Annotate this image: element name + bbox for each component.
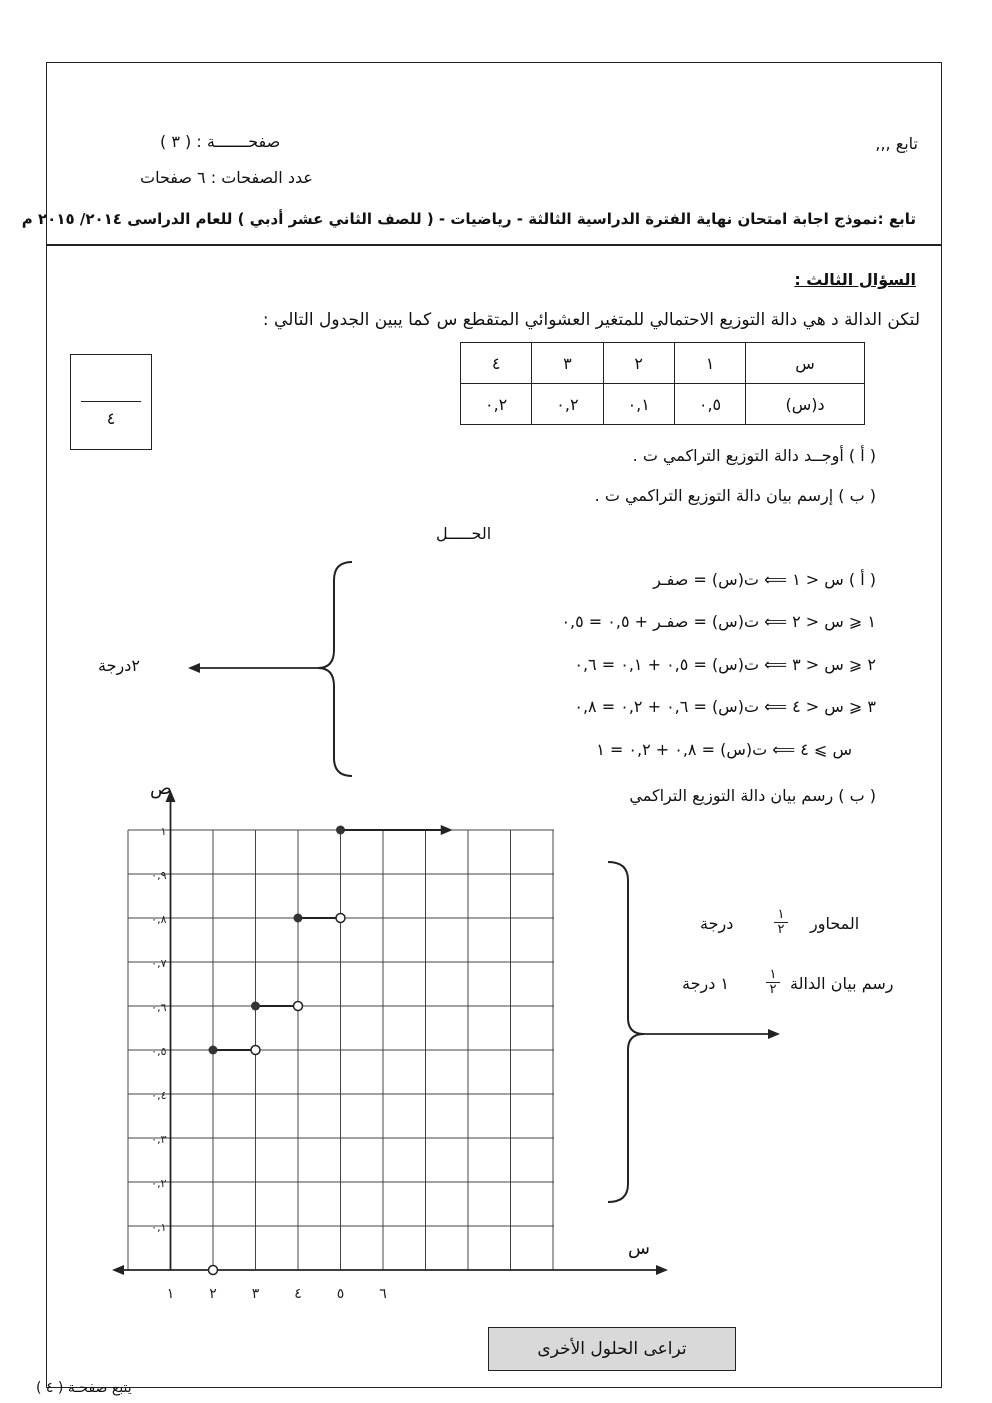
grade-graph-value: ١ درجة	[682, 974, 729, 993]
table-cell: س	[746, 343, 865, 384]
y-tick-label: ٠,٨	[151, 913, 167, 926]
chart-axes	[112, 790, 668, 1275]
table-cell: ٠,٥	[674, 384, 745, 425]
table-cell: ٣	[532, 343, 603, 384]
fraction-numerator: ١	[774, 908, 788, 923]
question-prompt: لتكن الدالة د هي دالة التوزيع الاحتمالي للمتغير العشوائي المتقطع س كما يبين الجدول التالي :	[262, 310, 920, 330]
grade-part-a: ٢درجة	[98, 656, 140, 675]
part-b: ( ب ) إرسم بيان دالة التوزيع التراكمي ت .	[594, 486, 876, 505]
solution-line: س ⩾ ٤ ⟸ ت(س) = ٠,٨ + ٠,٢ = ١	[596, 740, 852, 759]
x-axis-arrowhead	[656, 1265, 668, 1275]
y-tick-label: ٠,١	[151, 1221, 167, 1234]
table-cell: ١	[674, 343, 745, 384]
x-tick-label: ٤	[294, 1286, 302, 1302]
y-tick-label: ٠,٩	[151, 869, 167, 882]
step-closed-point	[294, 914, 303, 923]
next-page-note: يتبع صفحـة ( ٤ )	[36, 1380, 132, 1396]
footer-note: تراعى الحلول الأخرى	[488, 1327, 736, 1371]
part-b-title: ( ب ) رسم بيان دالة التوزيع التراكمي	[629, 786, 876, 805]
step-closed-point	[336, 826, 345, 835]
y-tick-label: ٠,٤	[151, 1089, 167, 1102]
grade-axes-label: المحاور	[810, 914, 860, 933]
solution-heading: الحـــــل	[436, 524, 492, 543]
x-tick-label: ١	[166, 1286, 175, 1302]
solution-line: ٢ ⩽ س < ٣ ⟸ ت(س) = ٠,٥ + ٠,١ = ٠,٦	[574, 655, 876, 674]
chart-ticks	[151, 825, 387, 1302]
y-tick-label: ٠,٢	[151, 1177, 167, 1190]
table-cell: د(س)	[746, 384, 865, 425]
score-value: ٤	[106, 409, 116, 428]
step-open-point	[336, 914, 345, 923]
grade-graph-label: رسم بيان الدالة	[790, 974, 894, 993]
part-a: ( أ ) أوجــد دالة التوزيع التراكمي ت .	[632, 446, 876, 465]
origin-open-point	[209, 1266, 218, 1275]
fraction-denominator: ٢	[777, 922, 785, 937]
y-axis-label: ص	[150, 778, 172, 799]
header-title: تابع :نموذج اجابة امتحان نهاية الفترة الدراسية الثالثة - رياضيات - ( للصف الثاني عشر أدبي ) للعام الدراسى ٢٠١٤/ ٢٠١٥ م	[21, 210, 916, 228]
x-axis-label: س	[628, 1238, 650, 1259]
table-cell: ٠,٢	[532, 384, 603, 425]
y-tick-label: ٠,٦	[151, 1001, 167, 1014]
table-cell: ٤	[461, 343, 532, 384]
step-arrowhead	[441, 825, 453, 835]
x-tick-label: ٢	[209, 1286, 217, 1302]
grade-axes-value: درجة	[700, 914, 734, 933]
x-tick-label: ٥	[336, 1286, 345, 1302]
y-tick-label: ١	[160, 825, 167, 838]
continued-label: تابع ,,,	[875, 134, 918, 153]
page-number: صفحـــــــة : ( ٣ )	[160, 132, 281, 151]
fraction-numerator: ١	[766, 968, 780, 983]
step-closed-point	[209, 1046, 218, 1055]
y-tick-label: ٠,٧	[151, 957, 167, 970]
solution-line: ( أ ) س < ١ ⟸ ت(س) = صفـر	[653, 570, 876, 589]
x-tick-label: ٦	[379, 1286, 387, 1302]
solution-line: ٣ ⩽ س < ٤ ⟸ ت(س) = ٠,٦ + ٠,٢ = ٠,٨	[574, 697, 876, 716]
solution-line: ١ ⩽ س < ٢ ⟸ ت(س) = صفـر + ٠,٥ = ٠,٥	[561, 612, 876, 631]
question-heading: السؤال الثالث :	[794, 270, 916, 289]
x-tick-label: ٣	[251, 1286, 260, 1302]
page-count: عدد الصفحات : ٦ صفحات	[140, 168, 313, 187]
step-open-point	[251, 1046, 260, 1055]
table-cell: ٠,٢	[461, 384, 532, 425]
step-closed-point	[251, 1002, 260, 1011]
y-tick-label: ٠,٥	[151, 1045, 167, 1058]
chart-grid	[128, 830, 554, 1270]
fraction-denominator: ٢	[769, 982, 777, 997]
table-cell: ٢	[603, 343, 674, 384]
step-open-point	[294, 1002, 303, 1011]
x-axis-arrowhead	[112, 1265, 124, 1275]
y-tick-label: ٠,٣	[151, 1133, 167, 1146]
table-cell: ٠,١	[603, 384, 674, 425]
